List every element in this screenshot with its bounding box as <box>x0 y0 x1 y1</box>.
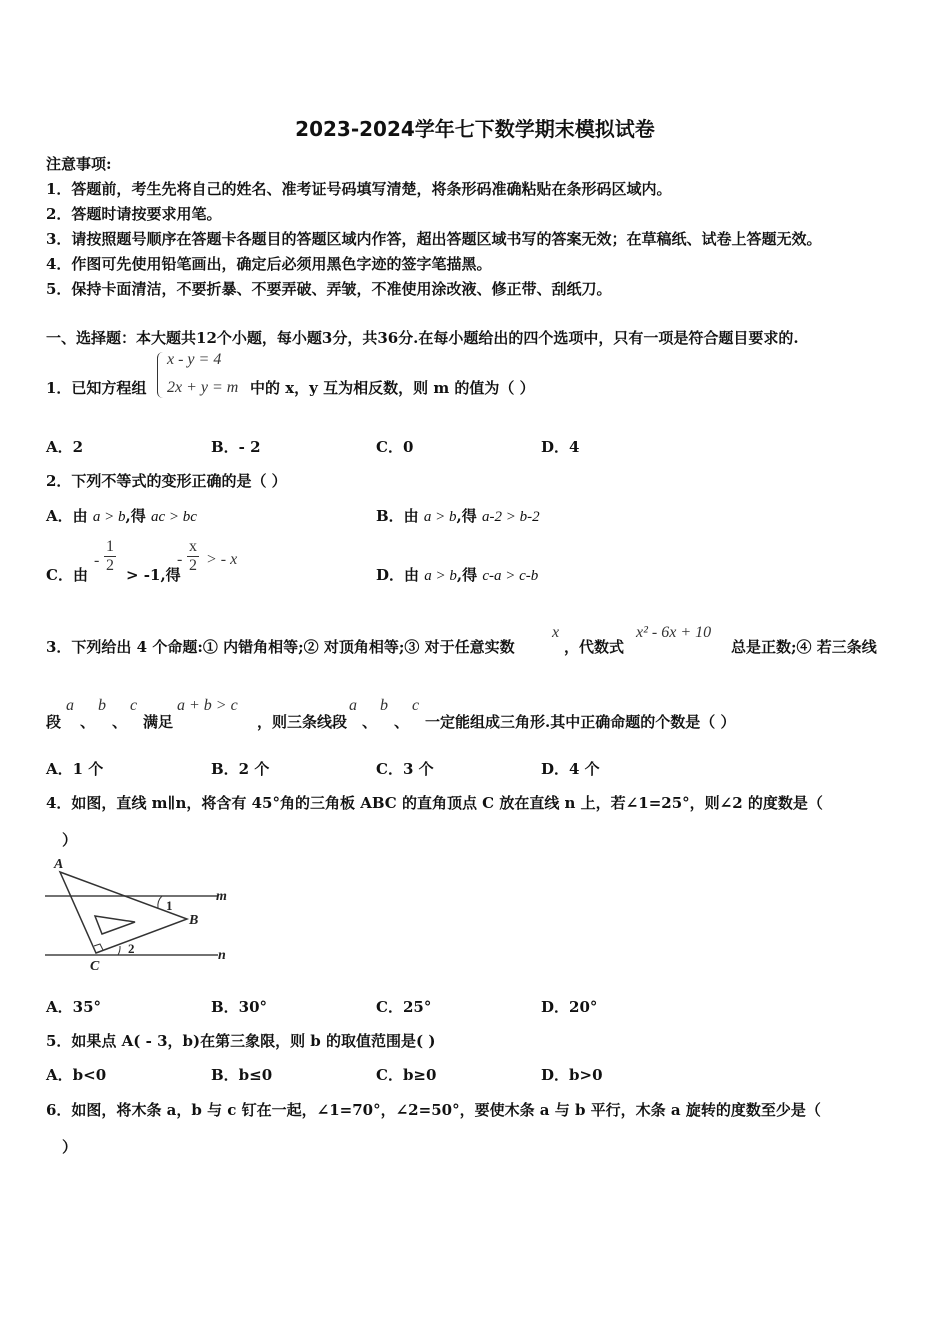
q3-option-d: D．4 个 <box>541 760 600 778</box>
q3-b2: b <box>380 697 388 714</box>
q2-c-den: 2 <box>106 557 114 574</box>
q6-stem: 6．如图，将木条 a，b 与 c 钉在一起，∠1=70°，∠2=50°，要使木条 a 与 b 平行，木条 a 旋转的度数至少是（ <box>46 1101 821 1119</box>
q2-a-result: ac > bc <box>150 509 197 525</box>
notice-heading: 注意事项: <box>46 155 112 173</box>
q5-option-c: C．b≥0 <box>376 1066 437 1084</box>
q2-a-text2: ,得 <box>125 507 151 525</box>
q1-option-b: B．- 2 <box>211 438 261 456</box>
q2-option-c-label: C．由 <box>46 566 88 584</box>
q2-c-fraction2 <box>187 538 199 575</box>
notice-item: 4．作图可先使用铅笔画出，确定后必须用黑色字迹的签字笔描黑。 <box>46 255 492 273</box>
q3-sep3: 、 <box>362 713 378 731</box>
page-title: 2023-2024学年七下数学期末模拟试卷 <box>295 117 655 141</box>
q1-option-a: A．2 <box>46 438 84 456</box>
q2-d-result: c-a > c-b <box>482 568 539 584</box>
q3-b: b <box>98 697 106 714</box>
q1-option-d: D．4 <box>541 438 580 456</box>
q3-c: c <box>130 697 138 714</box>
section-heading: 一、选择题：本大题共12个小题，每小题3分，共36分.在每小题给出的四个选项中，只有一项是符合题目要求的. <box>46 329 799 347</box>
q2-b-text2: ,得 <box>456 507 482 525</box>
q4-option-a: A．35° <box>46 998 102 1016</box>
q3-var-x: x <box>552 624 560 641</box>
q3-option-b: B．2 个 <box>211 760 270 778</box>
q3-cond: a + b > c <box>177 697 238 714</box>
q4-stem: 4．如图，直线 m∥n，将含有 45°角的三角板 ABC 的直角顶点 C 放在直线 n 上，若∠1=25°，则∠2 的度数是（ <box>46 794 823 812</box>
q3-expr: x² - 6x + 10 <box>636 624 712 641</box>
q3-line1c: 总是正数;④ 若三条线 <box>731 638 877 656</box>
label-a: A <box>54 857 64 872</box>
q3-line2a: 段 <box>46 713 62 731</box>
q4-option-d: D．20° <box>541 998 598 1016</box>
q4-close: ） <box>62 831 78 849</box>
q1-option-c: C．0 <box>376 438 414 456</box>
q1-equation-system <box>157 350 253 402</box>
q1-suffix: 中的 x，y 互为相反数，则 m 的值为（ ） <box>250 379 535 397</box>
q5-stem: 5．如果点 A( - 3，b)在第三象限，则 b 的取值范围是( ) <box>46 1032 436 1050</box>
q3-sep: 、 <box>80 713 96 731</box>
q2-b-text: B．由 <box>376 507 424 525</box>
q2-d-text: D．由 <box>376 566 425 584</box>
q2-c-mid: > -1,得 <box>126 566 181 584</box>
q2-c-end: > - x <box>206 551 238 568</box>
q5-option-a: A．b<0 <box>46 1066 107 1084</box>
q2-b-result: a-2 > b-2 <box>481 509 540 525</box>
q2-c-fraction <box>104 538 116 575</box>
right-angle-mark <box>94 944 103 950</box>
label-b: B <box>189 913 199 928</box>
label-angle-2: 2 <box>128 941 135 956</box>
q2-a-text: A．由 <box>46 507 93 525</box>
q1-eq1: x - y = 4 <box>167 351 222 368</box>
q2-a-cond: a > b <box>92 509 126 525</box>
q6-close: ） <box>62 1138 78 1156</box>
label-m: m <box>216 889 227 904</box>
q4-figure <box>40 852 240 977</box>
q1-eq2: 2x + y = m <box>167 379 239 396</box>
q5-option-d: D．b>0 <box>541 1066 603 1084</box>
brace-icon <box>157 352 164 398</box>
label-n: n <box>218 948 226 963</box>
q1-prefix: 1．已知方程组 <box>46 379 147 397</box>
q3-line1b: ，代数式 <box>564 638 625 656</box>
q3-sep4: 、 <box>394 713 410 731</box>
q2-option-d <box>376 564 538 585</box>
label-c: C <box>90 959 100 974</box>
angle-2-arc <box>118 946 120 955</box>
angle-1-arc <box>158 896 162 908</box>
notice-item: 2．答题时请按要求用笔。 <box>46 205 222 223</box>
q2-option-a <box>46 505 197 526</box>
q2-c-num: 1 <box>106 538 114 555</box>
q3-line2d: 一定能组成三角形.其中正确命题的个数是（ ） <box>425 713 736 731</box>
q2-c-neg2: - <box>177 551 183 568</box>
triangle-hole <box>95 916 135 934</box>
q5-option-b: B．b≤0 <box>211 1066 273 1084</box>
label-angle-1: 1 <box>166 898 173 913</box>
q3-line1a: 3．下列给出 4 个命题:① 内错角相等;② 对顶角相等;③ 对于任意实数 <box>46 638 515 656</box>
q3-option-c: C．3 个 <box>376 760 434 778</box>
q3-c2: c <box>412 697 420 714</box>
q3-sep2: 、 <box>112 713 128 731</box>
q4-option-b: B．30° <box>211 998 268 1016</box>
q2-c-num2: x <box>189 538 197 555</box>
q2-stem: 2．下列不等式的变形正确的是（ ） <box>46 472 287 490</box>
q2-d-cond: a > b <box>424 568 457 584</box>
q4-option-c: C．25° <box>376 998 432 1016</box>
notice-item: 1．答题前，考生先将自己的姓名、准考证号码填写清楚，将条形码准确粘贴在条形码区域内。 <box>46 180 672 198</box>
notice-item: 3．请按照题号顺序在答题卡各题目的答题区域内作答，超出答题区域书写的答案无效；在草稿纸、试卷上答题无效。 <box>46 230 822 248</box>
q2-c-den2: 2 <box>189 557 197 574</box>
q3-line2b: 满足 <box>143 713 174 731</box>
q2-option-b <box>376 505 540 526</box>
q2-d-text2: ,得 <box>456 566 483 584</box>
q3-line2c: ，则三条线段 <box>257 713 348 731</box>
q3-option-a: A．1 个 <box>46 760 104 778</box>
q2-c-neg: - <box>94 552 100 569</box>
q3-a2: a <box>349 697 357 714</box>
q2-b-cond: a > b <box>423 509 457 525</box>
q3-a: a <box>66 697 74 714</box>
notice-item: 5．保持卡面清洁，不要折暴、不要弄破、弄皱，不准使用涂改液、修正带、刮纸刀。 <box>46 280 612 298</box>
